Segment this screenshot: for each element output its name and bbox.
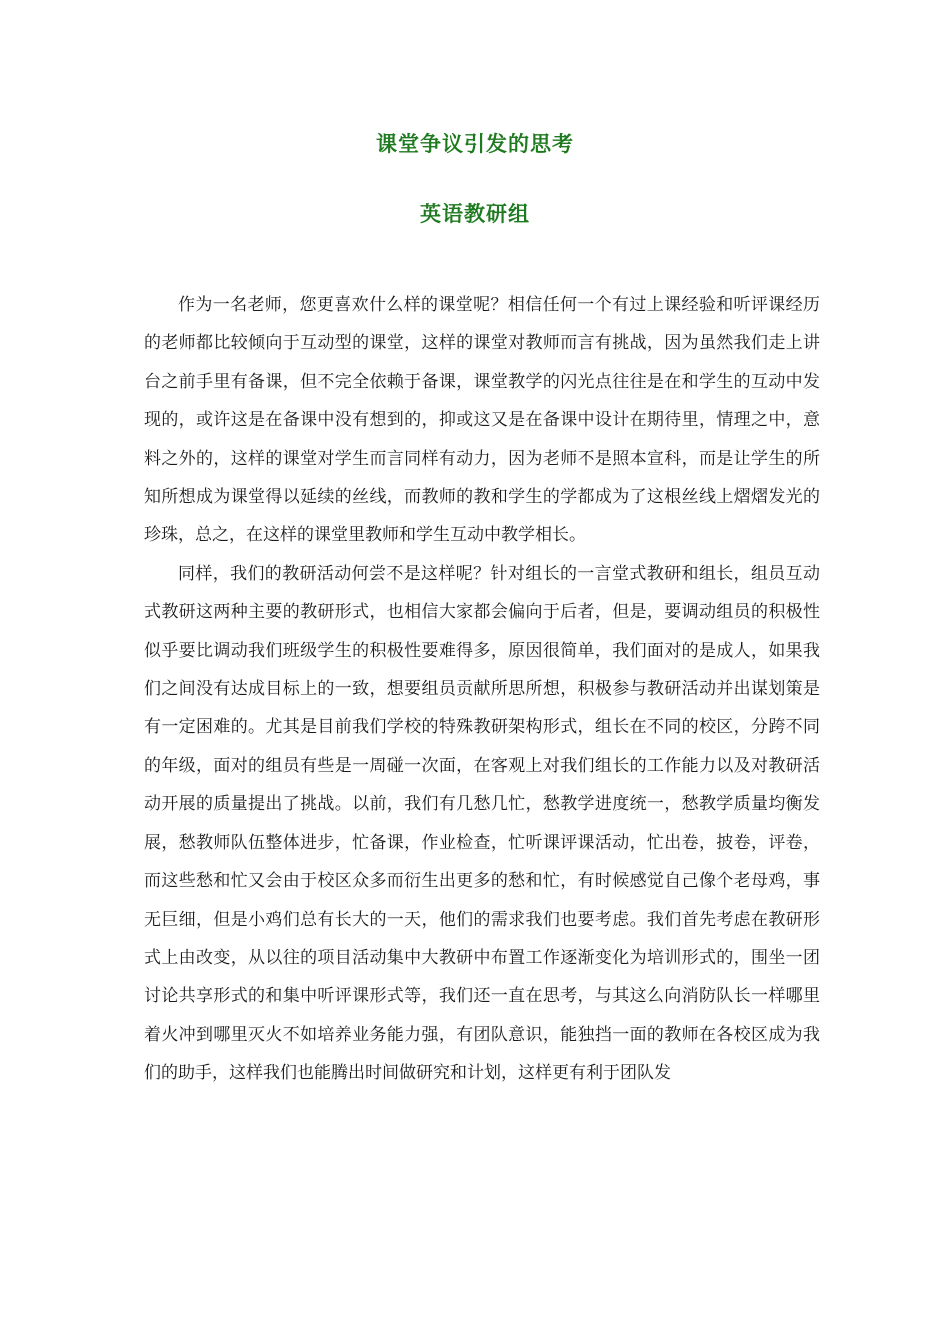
document-body	[144, 286, 820, 1093]
document-subtitle: 英语教研组	[420, 202, 530, 226]
paragraph-2: 同样，我们的教研活动何尝不是这样呢？针对组长的一言堂式教研和组长，组员互动式教研这两种主要的教研形式，也相信大家都会偏向于后者，但是，要调动组员的积极性似乎要比调动我们班级学生的积极性要难得多，原因很简单，我们面对的是成人，如果我们之间没有达成目标上的一致，想要组员贡献所思所想，积极参与教研活动并出谋划策是有一定困难的。尤其是目前我们学校的特殊教研架构形式，组长在不同的校区，分跨不同的年级，面对的组员有些是一周碰一次面，在客观上对我们组长的工作能力以及对教研活动开展的质量提出了挑战。以前，我们有几愁几忙，愁教学进度统一，愁教学质量均衡发展，愁教师队伍整体进步，忙备课，作业检查，忙听课评课活动，忙出卷，披卷，评卷，而这些愁和忙又会由于校区众多而衍生出更多的愁和忙，有时候感觉自己像个老母鸡，事无巨细，但是小鸡们总有长大的一天，他们的需求我们也要考虑。我们首先考虑在教研形式上由改变，从以往的项目活动集中大教研中布置工作逐渐变化为培训形式的，围坐一团讨论共享形式的和集中听评课形式等，我们还一直在思考，与其这么向消防队长一样哪里着火冲到哪里灭火不如培养业务能力强，有团队意识，能独挡一面的教师在各校区成为我们的助手，这样我们也能腾出时间做研究和计划，这样更有利于团队发	[144, 563, 820, 1084]
paragraph-1: 作为一名老师，您更喜欢什么样的课堂呢？相信任何一个有过上课经验和听评课经历的老师都比较倾向于互动型的课堂，这样的课堂对教师而言有挑战，因为虽然我们走上讲台之前手里有备课，但不完全依赖于备课，课堂教学的闪光点往往是在和学生的互动中发现的，或许这是在备课中没有想到的，抑或这又是在备课中设计在期待里，情理之中，意料之外的，这样的课堂对学生而言同样有动力，因为老师不是照本宣科，而是让学生的所知所想成为课堂得以延续的丝线，而教师的教和学生的学都成为了这根丝线上熠熠发光的珍珠，总之，在这样的课堂里教师和学生互动中教学相长。	[144, 295, 820, 546]
document-title: 课堂争议引发的思考	[376, 132, 574, 156]
